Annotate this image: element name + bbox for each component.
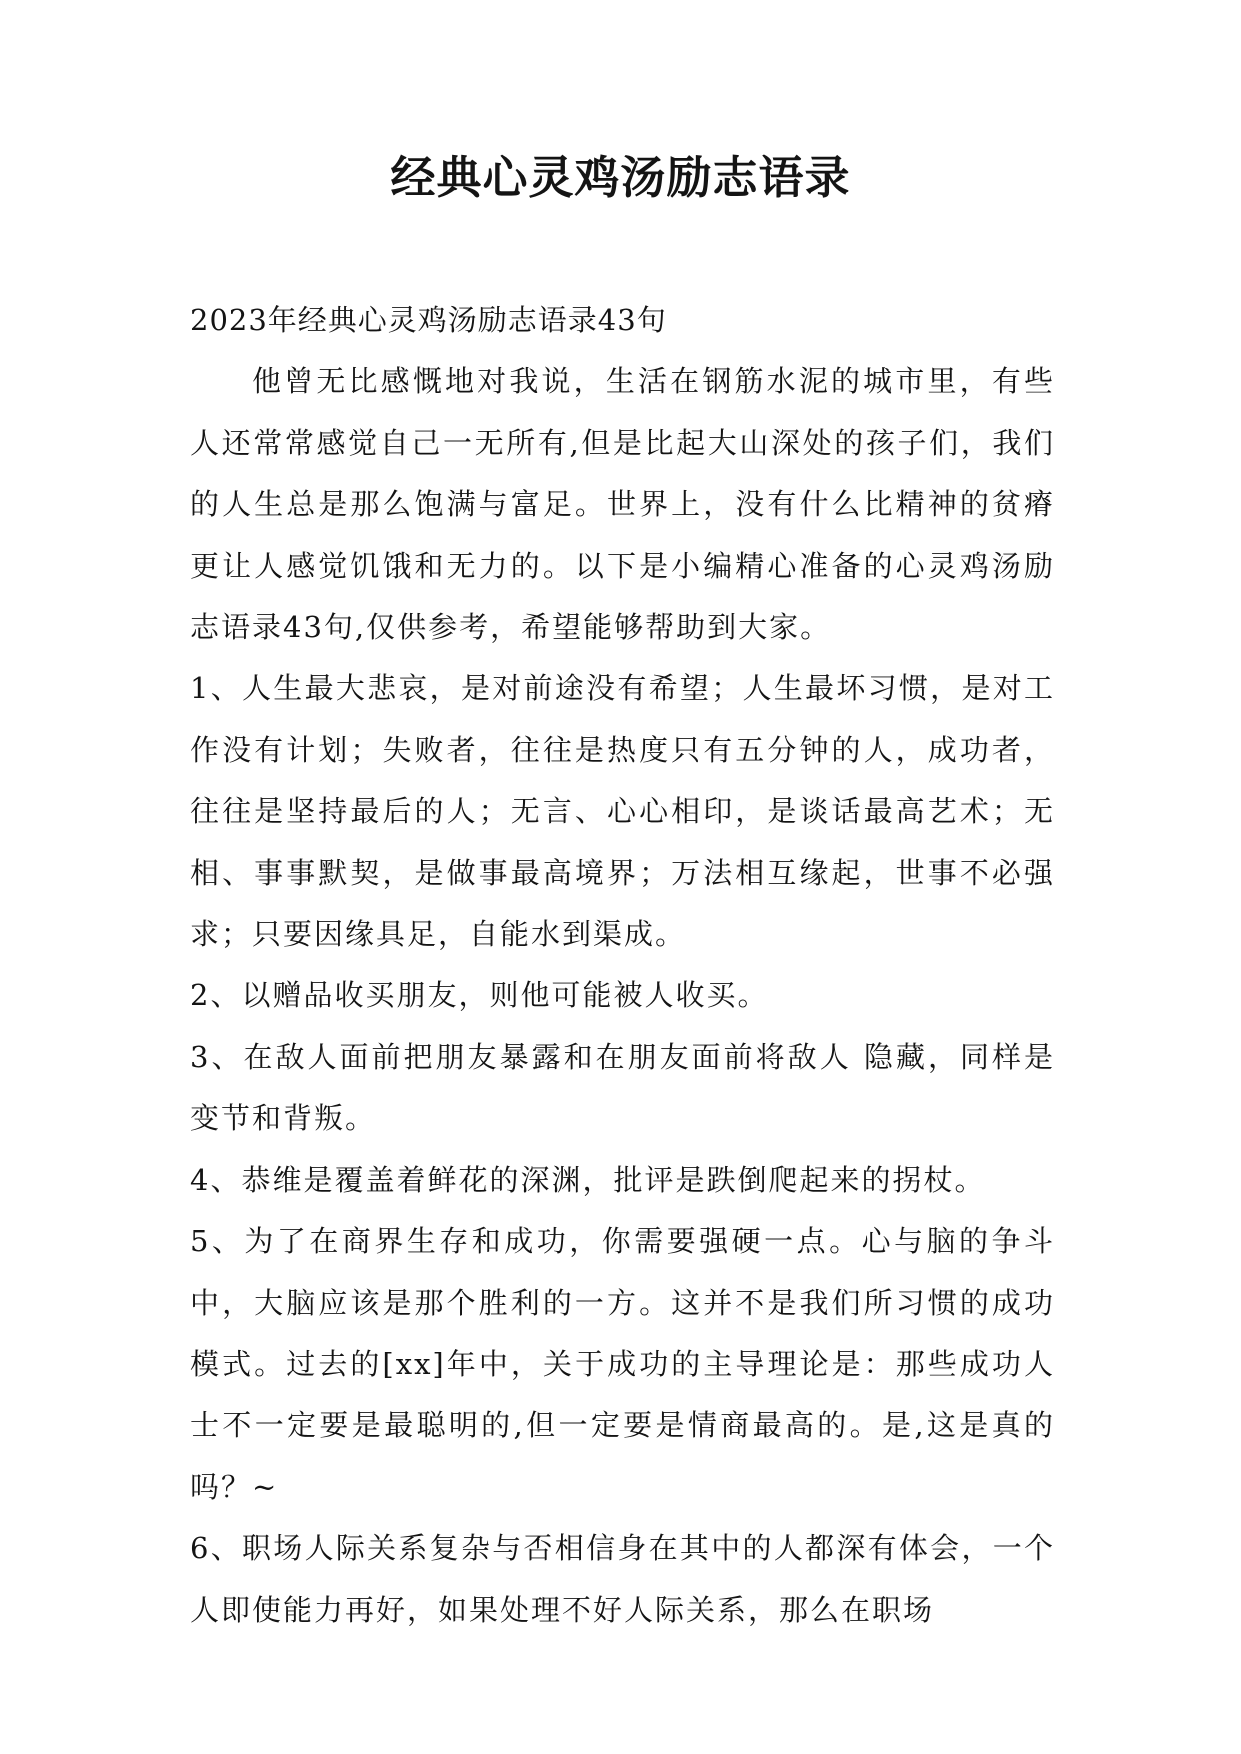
- document-subtitle: 2023年经典心灵鸡汤励志语录43句: [190, 303, 667, 337]
- quote-item: 4、恭维是覆盖着鲜花的深渊，批评是跌倒爬起来的拐杖。: [190, 1162, 986, 1197]
- document-title: 经典心灵鸡汤励志语录: [390, 151, 851, 204]
- quote-item: 2、以赠品收买朋友，则他可能被人收买。: [190, 978, 769, 1013]
- quote-item: 5、为了在商界生存和成功，你需要强硬一点。心与脑的争斗中，大脑应该是那个胜利的一方。这并不是我们所习惯的成功模式。过去的[xx]年中，关于成功的主导理论是：那些成功人士不一定要是最聪明的,但一定要是情商最高的。是,这是真的吗？~: [190, 1224, 1055, 1504]
- quote-item: 1、人生最大悲哀，是对前途没有希望；人生最坏习惯，是对工作没有计划；失败者，往往是热度只有五分钟的人，成功者，往往是坚持最后的人；无言、心心相印，是谈话最高艺术；无相、事事默契，是做事最高境界；万法相互缘起，世事不必强求；只要因缘具足，自能水到渠成。: [190, 671, 1055, 952]
- quote-item: 3、在敌人面前把朋友暴露和在朋友面前将敌人 隐藏，同样是变节和背叛。: [190, 1039, 1055, 1136]
- quote-item: 6、职场人际关系复杂与否相信身在其中的人都深有体会，一个人即使能力再好，如果处理不好人际关系，那么在职场: [190, 1531, 1055, 1627]
- intro-paragraph: 他曾无比感慨地对我说，生活在钢筋水泥的城市里，有些人还常常感觉自己一无所有,但是比起大山深处的孩子们，我们的人生总是那么饱满与富足。世界上，没有什么比精神的贫瘠更让人感觉饥饿和无力的。以下是小编精心准备的心灵鸡汤励志语录43句,仅供参考，希望能够帮助到大家。: [190, 364, 1055, 645]
- document-body: [190, 290, 1055, 1641]
